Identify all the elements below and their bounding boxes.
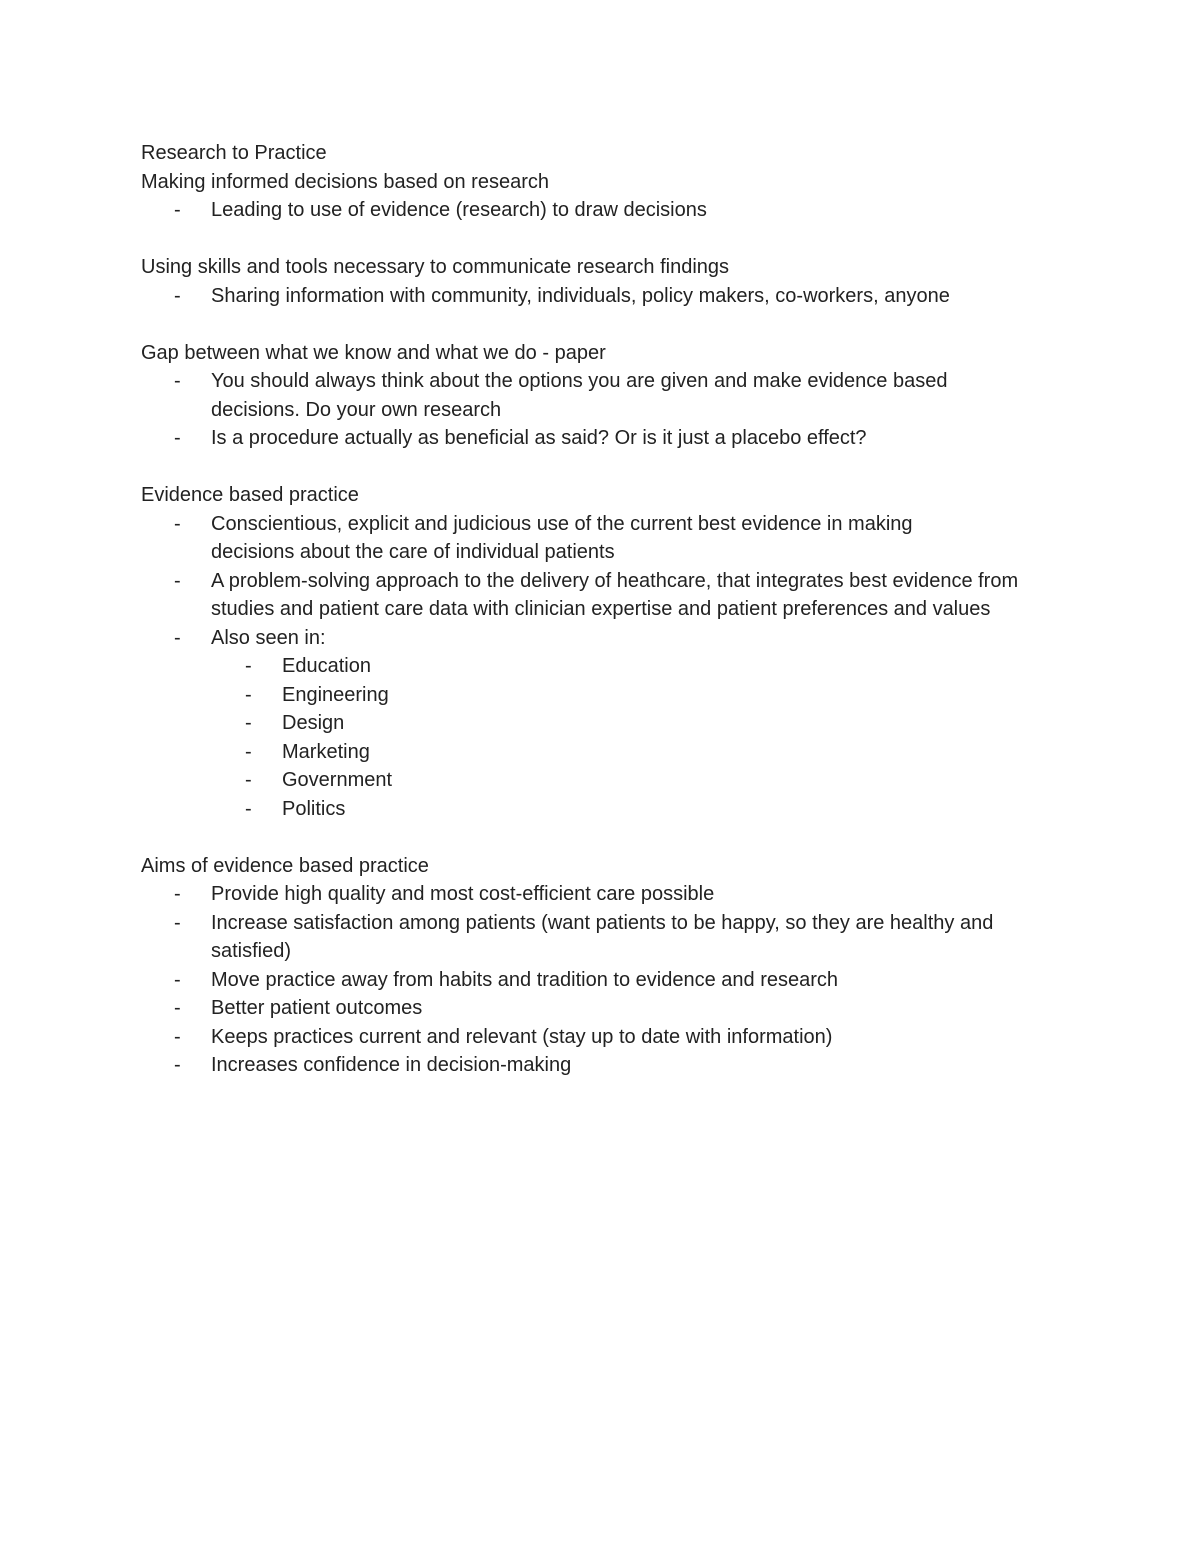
bullet-text: Conscientious, explicit and judicious use of the current best evidence in making decisions about the care of individual patients: [211, 512, 913, 563]
bullet-item: [141, 1051, 1081, 1080]
dash-bullet-icon: -: [174, 626, 181, 649]
section-heading: Evidence based practice: [141, 484, 359, 506]
blank-line: [141, 453, 1081, 482]
bullet-item: [141, 282, 1081, 311]
bullet-item: [141, 624, 1081, 653]
dash-bullet-icon: -: [174, 370, 181, 392]
bullet-item: [141, 510, 1081, 567]
sub-bullet-item: [141, 681, 1081, 710]
section-heading: Using skills and tools necessary to communicate research findings: [141, 256, 730, 278]
dash-bullet-icon: -: [245, 683, 252, 706]
bullet-text: You should always think about the options you are given and make evidence based decisions. Do your own research: [211, 370, 948, 421]
bullet-item: [141, 909, 1081, 966]
dash-bullet-icon: -: [245, 712, 252, 734]
sub-bullet-text: Education: [282, 655, 371, 677]
sub-bullet-item: [141, 738, 1081, 767]
document-title: Research to Practice: [141, 142, 327, 164]
dash-bullet-icon: -: [174, 883, 181, 905]
dash-bullet-icon: -: [174, 1025, 181, 1048]
dash-bullet-icon: -: [174, 199, 181, 221]
dash-bullet-icon: -: [245, 769, 252, 791]
dash-bullet-icon: -: [174, 1054, 181, 1076]
bullet-text: Increases confidence in decision-making: [211, 1054, 572, 1076]
bullet-text: Better patient outcomes: [211, 997, 423, 1019]
sub-bullet-item: [141, 766, 1081, 795]
dash-bullet-icon: -: [245, 740, 252, 763]
sub-bullet-text: Marketing: [282, 740, 370, 763]
sub-bullet-text: Engineering: [282, 683, 389, 706]
bullet-text: Move practice away from habits and tradition to evidence and research: [211, 968, 839, 991]
section-heading: Making informed decisions based on research: [141, 170, 549, 193]
bullet-item: [141, 994, 1081, 1023]
bullet-text: Sharing information with community, individuals, policy makers, co-workers, anyone: [211, 284, 950, 307]
dash-bullet-icon: -: [174, 968, 181, 991]
bullet-item: [141, 880, 1081, 909]
blank-line: [141, 225, 1081, 254]
dash-bullet-icon: -: [174, 569, 181, 592]
blank-line: [141, 310, 1081, 339]
dash-bullet-icon: -: [245, 655, 252, 677]
blank-line: [141, 823, 1081, 852]
bullet-text: Also seen in:: [211, 626, 326, 649]
bullet-item: [141, 1023, 1081, 1052]
bullet-item: [141, 196, 1081, 225]
dash-bullet-icon: -: [245, 797, 252, 820]
bullet-item: [141, 367, 1081, 424]
bullet-text: Leading to use of evidence (research) to draw decisions: [211, 199, 707, 221]
bullet-text: Keeps practices current and relevant (stay up to date with information): [211, 1025, 833, 1048]
sub-bullet-text: Politics: [282, 797, 346, 820]
section-heading: Aims of evidence based practice: [141, 854, 429, 877]
bullet-text: Provide high quality and most cost-efficient care possible: [211, 883, 715, 905]
sub-bullet-item: [141, 795, 1081, 824]
section-heading: Gap between what we know and what we do - paper: [141, 341, 606, 364]
document-page: [141, 139, 1081, 1080]
bullet-text: A problem-solving approach to the delivery of heathcare, that integrates best evidence from studies and patient care data with clinician expertise and patient preferences and values: [211, 569, 1019, 620]
dash-bullet-icon: -: [174, 911, 181, 934]
bullet-item: [141, 424, 1081, 453]
bullet-text: Is a procedure actually as beneficial as said? Or is it just a placebo effect?: [211, 427, 867, 449]
dash-bullet-icon: -: [174, 997, 181, 1019]
sub-bullet-item: [141, 652, 1081, 681]
bullet-item: [141, 567, 1081, 624]
sub-bullet-item: [141, 709, 1081, 738]
bullet-item: [141, 966, 1081, 995]
dash-bullet-icon: -: [174, 427, 181, 449]
sub-bullet-text: Government: [282, 769, 393, 791]
dash-bullet-icon: -: [174, 512, 181, 535]
dash-bullet-icon: -: [174, 284, 181, 307]
bullet-text: Increase satisfaction among patients (want patients to be happy, so they are healthy and satisfied): [211, 911, 994, 962]
sub-bullet-text: Design: [282, 712, 345, 734]
